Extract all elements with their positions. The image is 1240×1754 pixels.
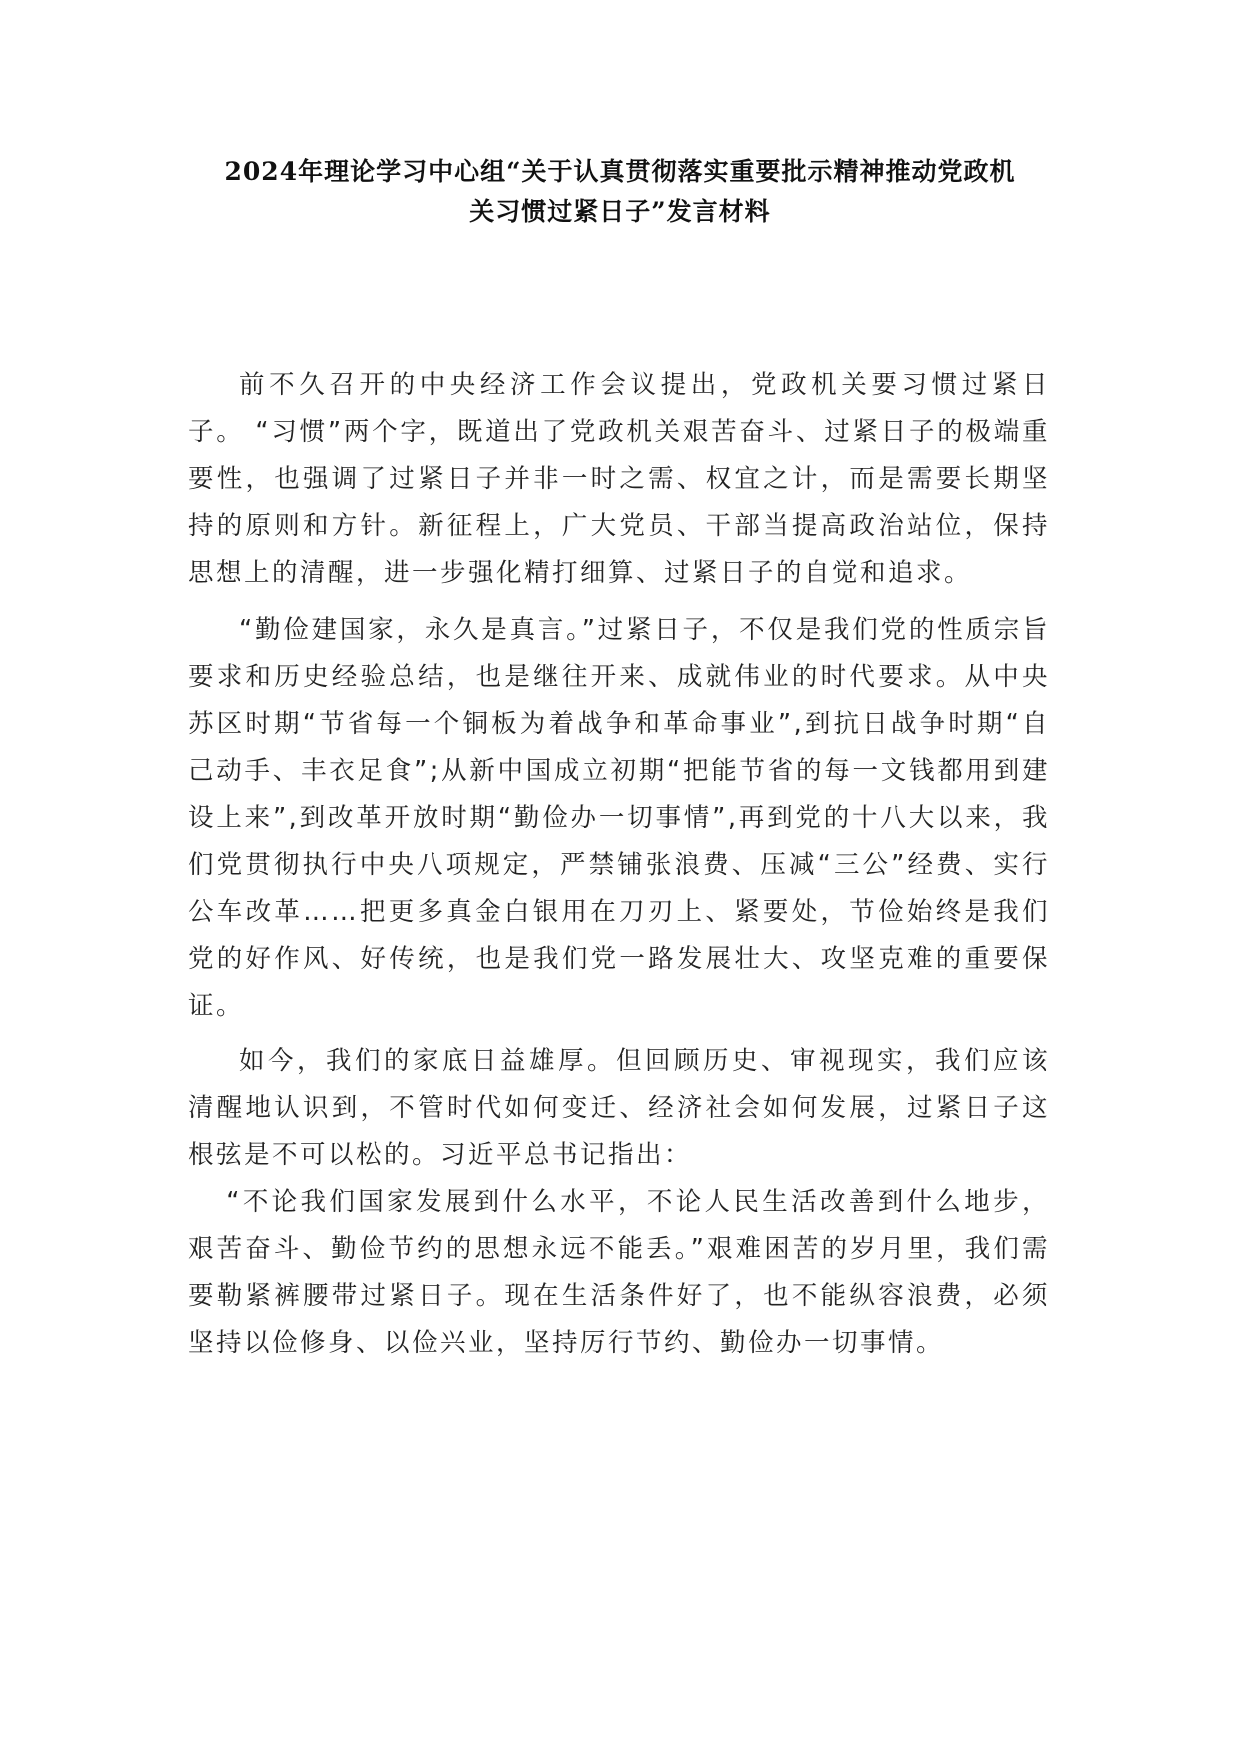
paragraph-2: “勤俭建国家，永久是真言。”过紧日子，不仅是我们党的性质宗旨要求和历史经验总结，也是继往开来、成就伟业的时代要求。从中央苏区时期“节省每一个铜板为着战争和革命事业”,到抗日战争时期“自己动手、丰衣足食”;从新中国成立初期“把能节省的每一文钱都用到建设上来”,到改革开放时期“勤俭办一切事情”,再到党的十八大以来，我们党贯彻执行中央八项规定，严禁铺张浪费、压减“三公”经费、实行公车改革……把更多真金白银用在刀刃上、紧要处，节俭始终是我们党的好作风、好传统，也是我们党一路发展壮大、攻坚克难的重要保证。 [188,615,1050,1021]
document-title [150,152,1090,232]
paragraph-1: 前不久召开的中央经济工作会议提出，党政机关要习惯过紧日子。 “习惯”两个字，既道出了党政机关艰苦奋斗、过紧日子的极端重要性，也强调了过紧日子并非一时之需、权宜之计，而是需要长期坚持的原则和方针。新征程上，广大党员、干部当提高政治站位，保持思想上的清醒，进一步强化精打细算、过紧日子的自觉和追求。 [188,370,1050,588]
title-line-2: 关习惯过紧日子”发言材料 [469,197,771,226]
document-body [188,362,1050,1367]
paragraph-4: “不论我们国家发展到什么水平，不论人民生活改善到什么地步，艰苦奋斗、勤俭节约的思想永远不能丢。”艰难困苦的岁月里，我们需要勒紧裤腰带过紧日子。现在生活条件好了，也不能纵容浪费，必须坚持以俭修身、以俭兴业，坚持厉行节约、勤俭办一切事情。 [188,1187,1050,1358]
title-line-1: 2024年理论学习中心组“关于认真贯彻落实重要批示精神推动党政机 [224,157,1016,186]
paragraph-3: 如今，我们的家底日益雄厚。但回顾历史、审视现实，我们应该清醒地认识到，不管时代如何变迁、经济社会如何发展，过紧日子这根弦是不可以松的。习近平总书记指出： [188,1046,1050,1170]
